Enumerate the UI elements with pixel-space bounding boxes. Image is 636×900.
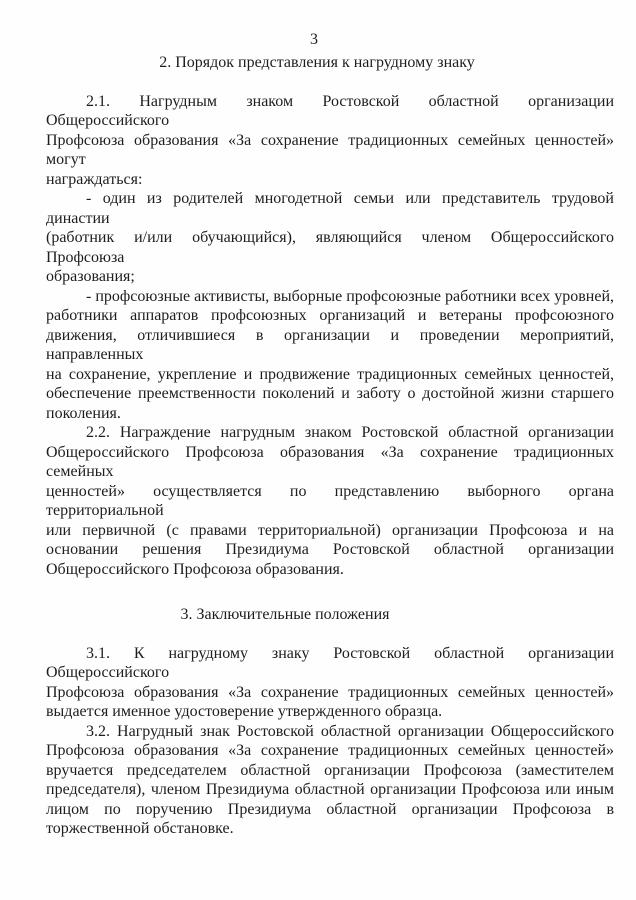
text-line: лицом по поручению Президиума областной организации Профсоюза в	[46, 800, 614, 818]
paragraph-3-2	[46, 722, 614, 839]
text-line: на сохранение, укрепление и продвижение традиционных семейных ценностей,	[46, 365, 614, 383]
list-item-activists	[46, 287, 614, 424]
text-line: движения, отличившиеся в организации и проведении мероприятий, направленных	[46, 326, 614, 363]
text-line: Общероссийского Профсоюза образования «За сохранение традиционных семейных	[46, 443, 614, 480]
text-line: 2.1. Нагрудным знаком Ростовской областной организации Общероссийского	[46, 92, 614, 129]
section-2-heading: 2. Порядок представления к нагрудному знаку	[159, 53, 475, 71]
text-line: работники аппаратов профсоюзных организаций и ветераны профсоюзного	[46, 307, 614, 324]
text-line: выдается именное удостоверение утвержденного образца.	[46, 703, 443, 720]
text-line: основании решения Президиума Ростовской областной организации	[46, 541, 614, 558]
text-line: Профсоюза образования «За сохранение традиционных семейных ценностей»	[46, 742, 614, 759]
text-line: торжественной обстановке.	[46, 820, 234, 837]
page-number: 3	[310, 31, 318, 48]
text-line: Профсоюза образования «За сохранение традиционных семейных ценностей»	[46, 683, 614, 701]
text-line: награждаться:	[46, 170, 143, 188]
text-line: вручается председателем областной организации Профсоюза (заместителем	[46, 761, 614, 779]
paragraph-3-1	[46, 644, 614, 722]
text-line: - один из родителей многодетной семьи или представитель трудовой династии	[46, 190, 614, 227]
list-item-parents	[46, 189, 614, 287]
text-line: обеспечение преемственности поколений и заботу о достойной жизни старшего	[46, 385, 614, 402]
paragraph-2-2	[46, 423, 614, 579]
text-line: 3.2. Нагрудный знак Ростовской областной организации Общероссийского	[86, 722, 614, 740]
text-line: Профсоюза образования «За сохранение традиционных семейных ценностей» могут	[46, 131, 614, 168]
text-line: ценностей» осуществляется по представлению выборного органа территориальной	[46, 482, 614, 519]
text-line: (работник и/или обучающийся), являющийся членом Общероссийского Профсоюза	[46, 229, 614, 266]
text-line: образования;	[46, 268, 135, 285]
text-line: поколения.	[46, 404, 121, 422]
text-line: или первичной (с правами территориальной) организации Профсоюза и на	[46, 521, 614, 539]
text-line: 2.2. Награждение нагрудным знаком Ростовской областной организации	[86, 424, 614, 441]
text-line: Общероссийского Профсоюза образования.	[46, 560, 344, 578]
text-line: председателя), членом Президиума областной организации Профсоюза или иным	[46, 781, 614, 798]
text-line: 3.1. К нагрудному знаку Ростовской областной организации Общероссийского	[46, 644, 614, 681]
paragraph-2-1	[46, 92, 614, 190]
section-3-heading: 3. Заключительные положения	[180, 605, 390, 623]
text-line: - профсоюзные активисты, выборные профсоюзные работники всех уровней,	[86, 287, 614, 305]
